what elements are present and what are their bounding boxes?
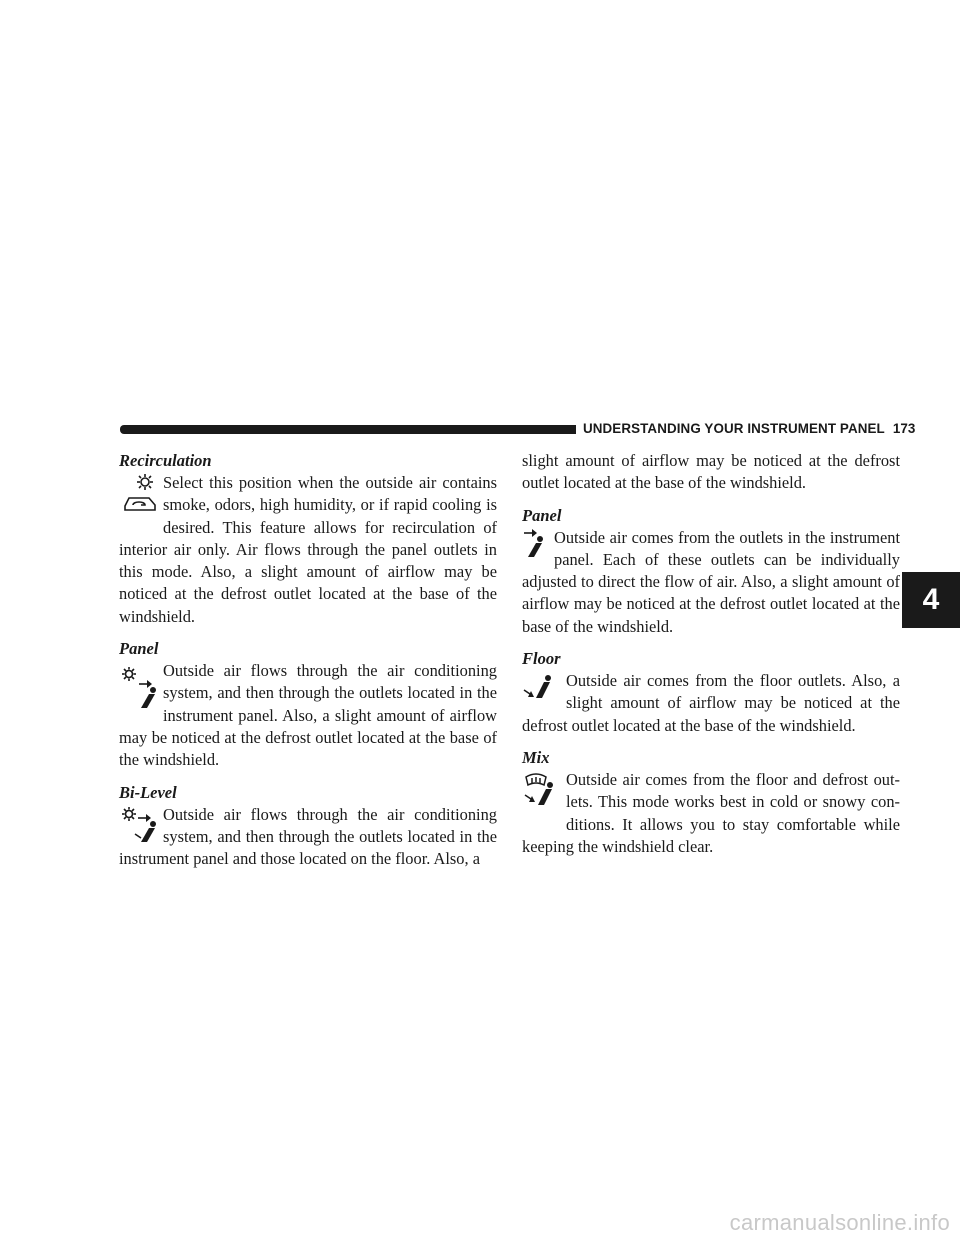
- section-text: Outside air flows through the air conditioning system, and then through the outlets located in the instrument panel. Also, a slight amount of airflow may be noticed at the defrost outlet located at the base of the windshield.: [119, 661, 497, 770]
- recirculation-icon: [119, 472, 161, 532]
- section-heading: Panel: [522, 505, 562, 525]
- running-header: [583, 421, 916, 436]
- left-column: [119, 450, 497, 880]
- ac-panel-icon: [119, 660, 161, 720]
- section-text: Outside air flows through the air conditioning system, and then through the outlets located in the instrument panel and those located on the floor. Also, a: [119, 804, 497, 869]
- watermark: carmanualsonline.info: [729, 1210, 950, 1235]
- continued-text: slight amount of airflow may be noticed at the defrost outlet located at the base of the windshield.: [522, 451, 900, 493]
- chapter-tab: 4: [902, 572, 960, 628]
- mix-vent-icon: [522, 769, 564, 829]
- section-text: Outside air comes from the floor and defrost out-lets. This mode works best in cold or snowy con-ditions. It allows you to stay comfortable while keeping the windshield clear.: [522, 769, 900, 856]
- header-rule: [120, 425, 576, 434]
- section-heading: Panel: [119, 639, 159, 659]
- right-column: [522, 450, 900, 868]
- header-title: UNDERSTANDING YOUR INSTRUMENT PANEL: [583, 421, 885, 436]
- section-panel-ac: [119, 638, 497, 771]
- section-heading: Recirculation: [119, 451, 212, 470]
- section-heading: Floor: [522, 649, 561, 669]
- section-text: Select this position when the outside air contains smoke, odors, high humidity, or if rapid cooling is desired. This feature allows for recirculation of interior air only. Air flows through the panel outlets in this mode. Also, a slight amount of airflow may be noticed at the defrost outlet located at the base of the windshield.: [119, 473, 497, 626]
- floor-vent-icon: [522, 670, 564, 708]
- section-text: Outside air comes from the floor outlets. Also, a slight amount of airflow may be noticed at the defrost outlet located at the base of the windshield.: [522, 671, 900, 735]
- page-number: 173: [892, 421, 916, 436]
- section-text: Outside air comes from the outlets in the instrument panel. Each of these outlets can be individually adjusted to direct the flow of air. Also, a slight amount of airflow may be noticed at the defrost outlet located at the base of the windshield.: [522, 527, 900, 636]
- ac-bilevel-icon: [119, 804, 161, 848]
- section-mix: [522, 747, 900, 858]
- panel-vent-icon: [522, 527, 552, 571]
- section-panel: [522, 505, 900, 638]
- section-heading: Bi-Level: [119, 782, 177, 802]
- section-floor: [522, 648, 900, 737]
- section-heading: Mix: [522, 747, 550, 767]
- section-recirculation: [119, 450, 497, 628]
- section-bilevel: [119, 782, 497, 871]
